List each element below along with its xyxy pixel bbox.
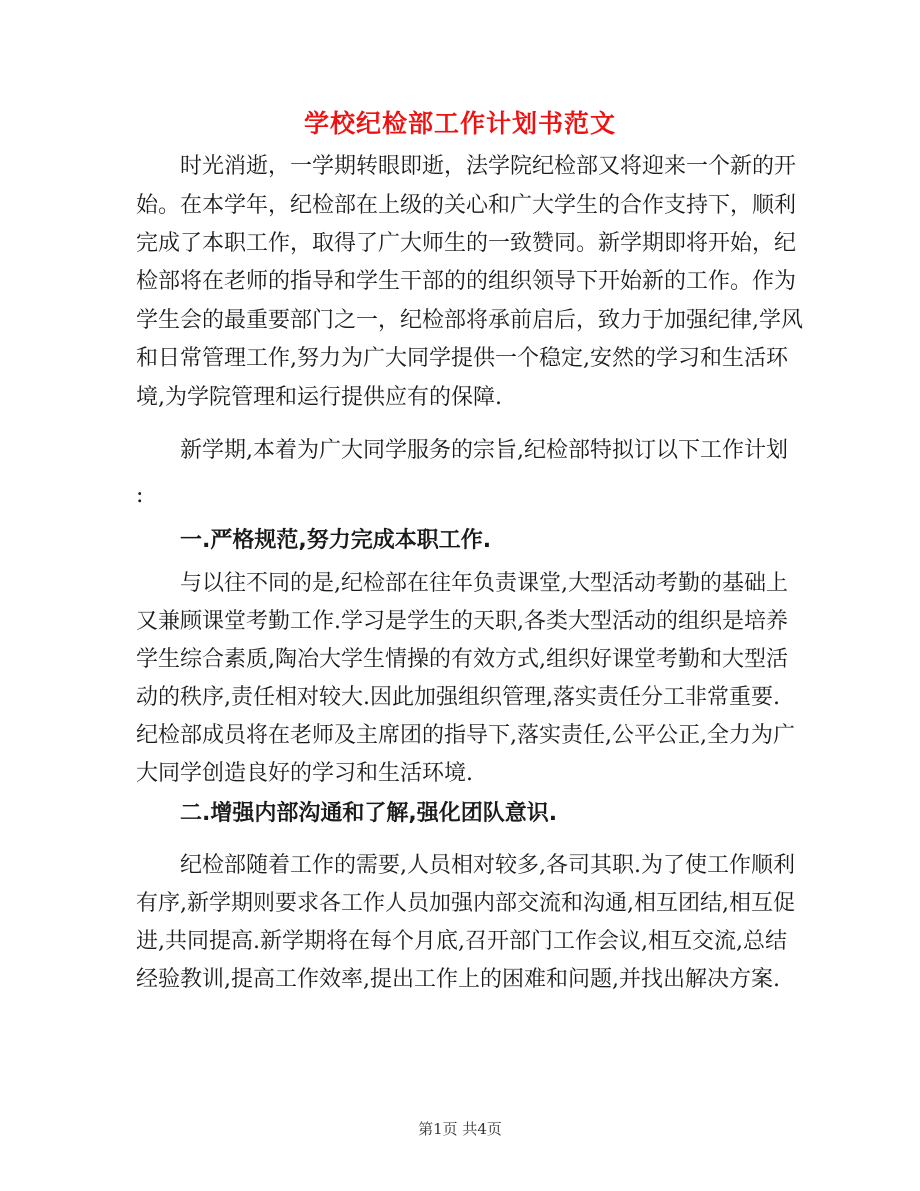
paragraph-2-line-1: 新学期,本着为广大同学服务的宗旨,纪检部特拟订以下工作计划 bbox=[180, 438, 788, 463]
paragraph-4-line-2: 有序,新学期则要求各工作人员加强内部交流和沟通,相互团结,相互促 bbox=[136, 891, 795, 916]
paragraph-3-line-4: 动的秩序,责任相对较大.因此加强组织管理,落实责任分工非常重要. bbox=[136, 685, 780, 710]
paragraph-3-line-2: 又兼顾课堂考勤工作.学习是学生的天职,各类大型活动的组织是培养 bbox=[136, 609, 788, 634]
paragraph-1-line-6: 和日常管理工作,努力为广大同学提供一个稳定,安然的学习和生活环 bbox=[136, 346, 788, 371]
section-heading-2: 二.增强内部沟通和了解,强化团队意识. bbox=[180, 801, 558, 826]
paragraph-1-line-7: 境,为学院管理和运行提供应有的保障. bbox=[136, 385, 502, 410]
paragraph-2-line-2: : bbox=[136, 483, 144, 508]
paragraph-4-line-1: 纪检部随着工作的需要,人员相对较多,各司其职.为了使工作顺利 bbox=[180, 853, 795, 878]
page-number-footer: 第1页 共4页 bbox=[418, 1120, 502, 1138]
paragraph-3-line-6: 大同学创造良好的学习和生活环境. bbox=[136, 761, 473, 786]
paragraph-4-line-3: 进,共同提高.新学期将在每个月底,召开部门工作会议,相互交流,总结 bbox=[136, 929, 787, 954]
paragraph-3-line-5: 纪检部成员将在老师及主席团的指导下,落实责任,公平公正,全力为广 bbox=[136, 723, 795, 748]
document-title: 学校纪检部工作计划书范文 bbox=[303, 109, 616, 138]
paragraph-1-line-1: 时光消逝，一学期转眼即逝，法学院纪检部又将迎来一个新的开 bbox=[180, 154, 797, 179]
section-heading-1: 一.严格规范,努力完成本职工作. bbox=[180, 528, 492, 553]
paragraph-1-line-5: 学生会的最重要部门之一，纪检部将承前启后，致力于加强纪律,学风 bbox=[136, 308, 803, 333]
paragraph-1-line-3: 完成了本职工作，取得了广大师生的一致赞同。新学期即将开始，纪 bbox=[136, 231, 797, 256]
paragraph-1-line-2: 始。在本学年，纪检部在上级的关心和广大学生的合作支持下，顺利 bbox=[136, 193, 797, 218]
paragraph-1-line-4: 检部将在老师的指导和学生干部的的组织领导下开始新的工作。作为 bbox=[136, 269, 797, 294]
paragraph-4-line-4: 经验教训,提高工作效率,提出工作上的困难和问题,并找出解决方案. bbox=[136, 967, 780, 992]
paragraph-3-line-1: 与以往不同的是,纪检部在往年负责课堂,大型活动考勤的基础上 bbox=[180, 571, 788, 596]
paragraph-3-line-3: 学生综合素质,陶冶大学生情操的有效方式,组织好课堂考勤和大型活 bbox=[136, 647, 788, 672]
